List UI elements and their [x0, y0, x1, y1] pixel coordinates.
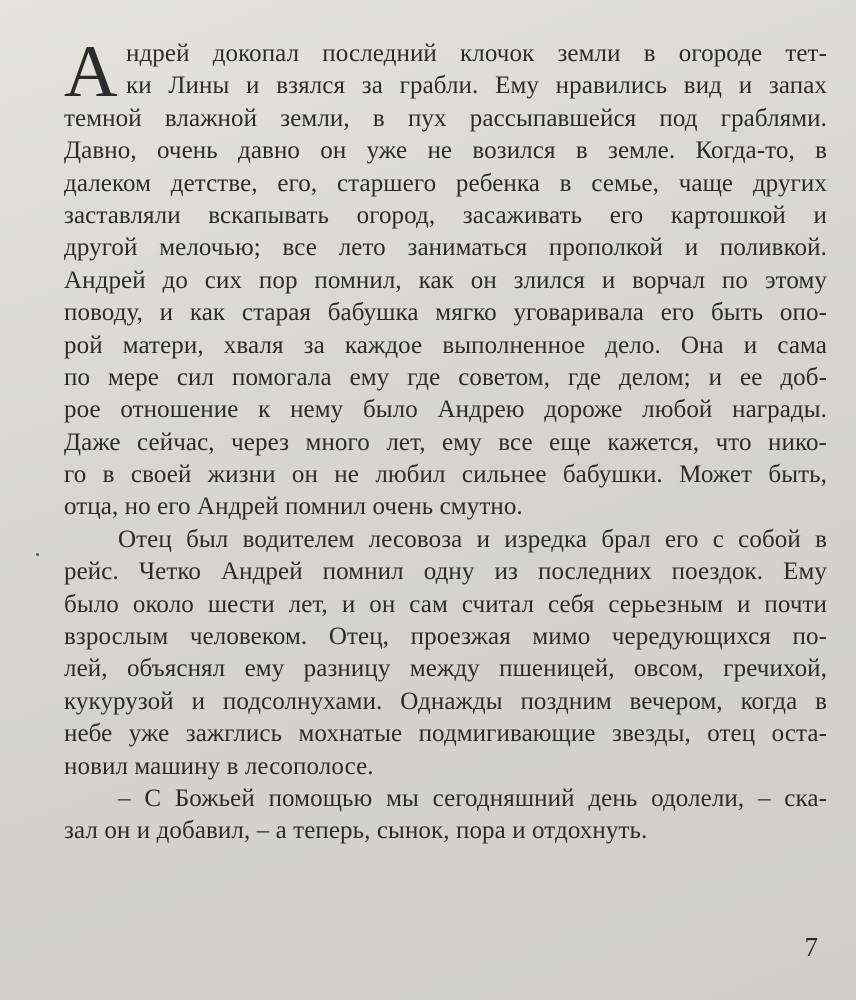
text-line: взрослым человеком. Отец, проезжая мимо чередующихся по- [64, 623, 827, 651]
text-line: было около шести лет, и он сам считал себя серьезным и почти [64, 590, 827, 618]
text-line: по мере сил помогала ему где советом, где делом; и ее доб- [64, 363, 827, 391]
text-line: рой матери, хваля за каждое выполненное дело. Она и сама [64, 331, 827, 359]
text-line: поводу, и как старая бабушка мягко уговаривала его быть опо- [64, 299, 827, 327]
paragraph-2 [64, 524, 827, 783]
text-line: Андрей до сих пор помнил, как он злился и ворчал по этому [64, 266, 827, 294]
text-line: Давно, очень давно он уже не возился в земле. Когда-то, в [64, 137, 827, 165]
text-line: рое отношение к нему было Андрею дороже любой награды. [64, 396, 827, 424]
text-line: далеком детстве, его, старшего ребенка в семье, чаще других [64, 169, 827, 197]
text-line: зал он и добавил, – а теперь, сынок, пора и отдохнуть. [64, 817, 648, 845]
text-line: отца, но его Андрей помнил очень смутно. [64, 493, 523, 521]
text-line: лей, объяснял ему разницу между пшеницей, овсом, гречихой, [64, 655, 827, 683]
text-line: го в своей жизни он не любил сильнее бабушки. Может быть, [64, 461, 827, 489]
page-number: 7 [804, 932, 818, 962]
text-line: Даже сейчас, через много лет, ему все еще кажется, что нико- [64, 428, 827, 456]
drop-cap: А [64, 31, 118, 113]
text-line: новил машину в лесополосе. [64, 752, 374, 780]
text-line: – С Божьей помощью мы сегодняшний день одолели, – ска- [118, 784, 827, 812]
body-text [64, 31, 827, 848]
text-line: другой мелочью; все лето заниматься прополкой и поливкой. [64, 234, 827, 262]
ink-speck [36, 553, 39, 556]
text-line: рейс. Четко Андрей помнил одну из последних поездок. Ему [64, 558, 827, 586]
text-line: ндрей докопал последний клочок земли в огороде тет- [126, 40, 827, 67]
paragraph-3 [64, 783, 827, 848]
text-line: ки Лины и взялся за грабли. Ему нравились вид и запах [126, 72, 827, 100]
paragraph-1 [64, 31, 827, 524]
text-line: небе уже зажглись мохнатые подмигивающие звезды, отец оста- [64, 720, 827, 748]
text-line: темной влажной земли, в пух рассыпавшейся под граблями. [64, 104, 827, 132]
text-line: заставляли вскапывать огород, засаживать его картошкой и [64, 201, 827, 229]
text-line: Отец был водителем лесовоза и изредка брал его с собой в [118, 525, 827, 553]
text-line: кукурузой и подсолнухами. Однажды поздним вечером, когда в [64, 687, 827, 715]
